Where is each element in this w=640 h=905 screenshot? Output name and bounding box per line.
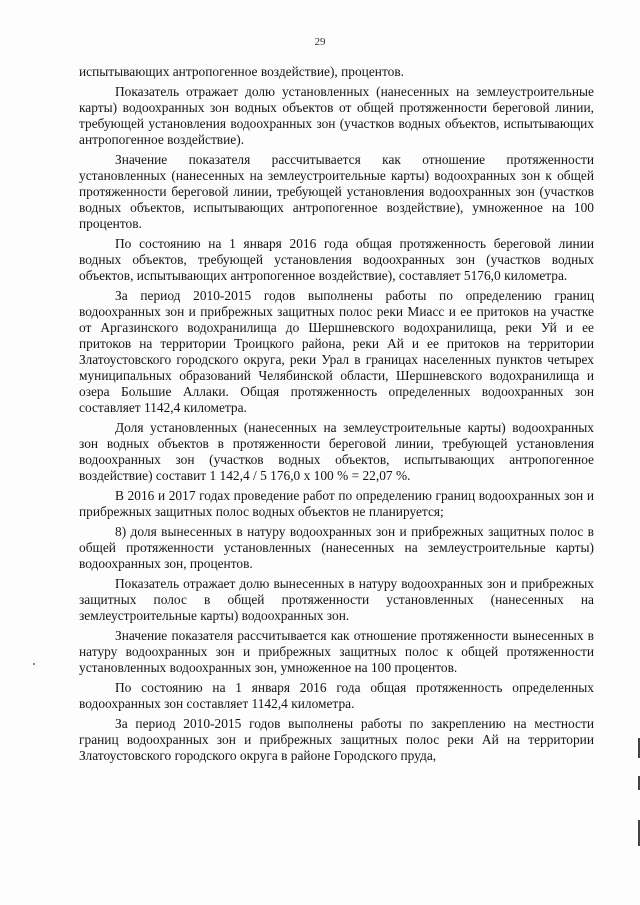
paragraph-indicator-8-calculation: Значение показателя рассчитывается как отношение протяженности вынесенных в натуру водоохранных зон и прибрежных защитных полос к общей протяженности установленных водоохранных зон, умноженное на 100 процентов. (79, 628, 594, 675)
paragraph-status-2016: По состоянию на 1 января 2016 года общая протяженность береговой линии водных объектов, требующей установления водоохранных зон (участков водных объектов, испытывающих антропогенное воздействие), составляет 5176,0 километра. (79, 236, 594, 283)
paragraph-indicator-8-description: Показатель отражает долю вынесенных в натуру водоохранных зон и прибрежных защитных полос в общей протяженности установленных (нанесенных на землеустроительные карты) водоохранных зон. (79, 576, 594, 623)
scan-speck (33, 663, 35, 665)
paragraph-works-2010-2015: За период 2010-2015 годов выполнены работы по определению границ водоохранных зон и прибрежных защитных полос реки Миасс и ее притоков на участке от Аргазинского водохранилища до Шершневского водохранилища, реки Уй и ее притоков на территории Троицкого района, реки Ай и ее притоков на территории Златоустовского городского округа, реки Урал в границах населенных пунктов четырех муниципальных образований Челябинской области, Шершневского водохранилища и озера Большие Аллаки. Общая протяженность определенных водоохранных зон составляет 1142,4 километра. (79, 288, 594, 415)
paragraph-indicator-8-status: По состоянию на 1 января 2016 года общая протяженность определенных водоохранных зон составляет 1142,4 километра. (79, 680, 594, 711)
paragraph-fixing-works: За период 2010-2015 годов выполнены работы по закреплению на местности границ водоохранных зон и прибрежных защитных полос реки Ай на территории Златоустовского городского округа в районе Городского пруда, (79, 716, 594, 763)
document-body (79, 64, 594, 768)
page-number: 29 (314, 36, 326, 48)
paragraph-share-calculation: Доля установленных (нанесенных на землеустроительные карты) водоохранных зон водных объектов в протяженности береговой линии, требующей установления водоохранных зон (участков водных объектов, испытывающих антропогенное воздействие) составит 1 142,4 / 5 176,0 x 100 % = 22,07 %. (79, 420, 594, 483)
paragraph-indicator-8: 8) доля вынесенных в натуру водоохранных зон и прибрежных защитных полос в общей протяженности установленных (нанесенных на землеустроительные карты) водоохранных зон, процентов. (79, 524, 594, 571)
paragraph-continuation: испытывающих антропогенное воздействие), процентов. (79, 64, 405, 79)
paragraph-plans-2016-2017: В 2016 и 2017 годах проведение работ по определению границ водоохранных зон и прибрежных защитных полос водных объектов не планируется; (79, 488, 594, 519)
paragraph-indicator-description: Показатель отражает долю установленных (нанесенных на землеустроительные карты) водоохранных зон водных объектов от общей протяженности береговой линии, требующей установления водоохранных зон (участков водных объектов, испытывающих антропогенное воздействие). (79, 84, 594, 147)
paragraph-calculation-method: Значение показателя рассчитывается как отношение протяженности установленных (нанесенных на землеустроительные карты) водоохранных зон к общей протяженности береговой линии, требующей установления водоохранных зон (участков водных объектов, испытывающих антропогенное воздействие), умноженное на 100 процентов. (79, 152, 594, 231)
